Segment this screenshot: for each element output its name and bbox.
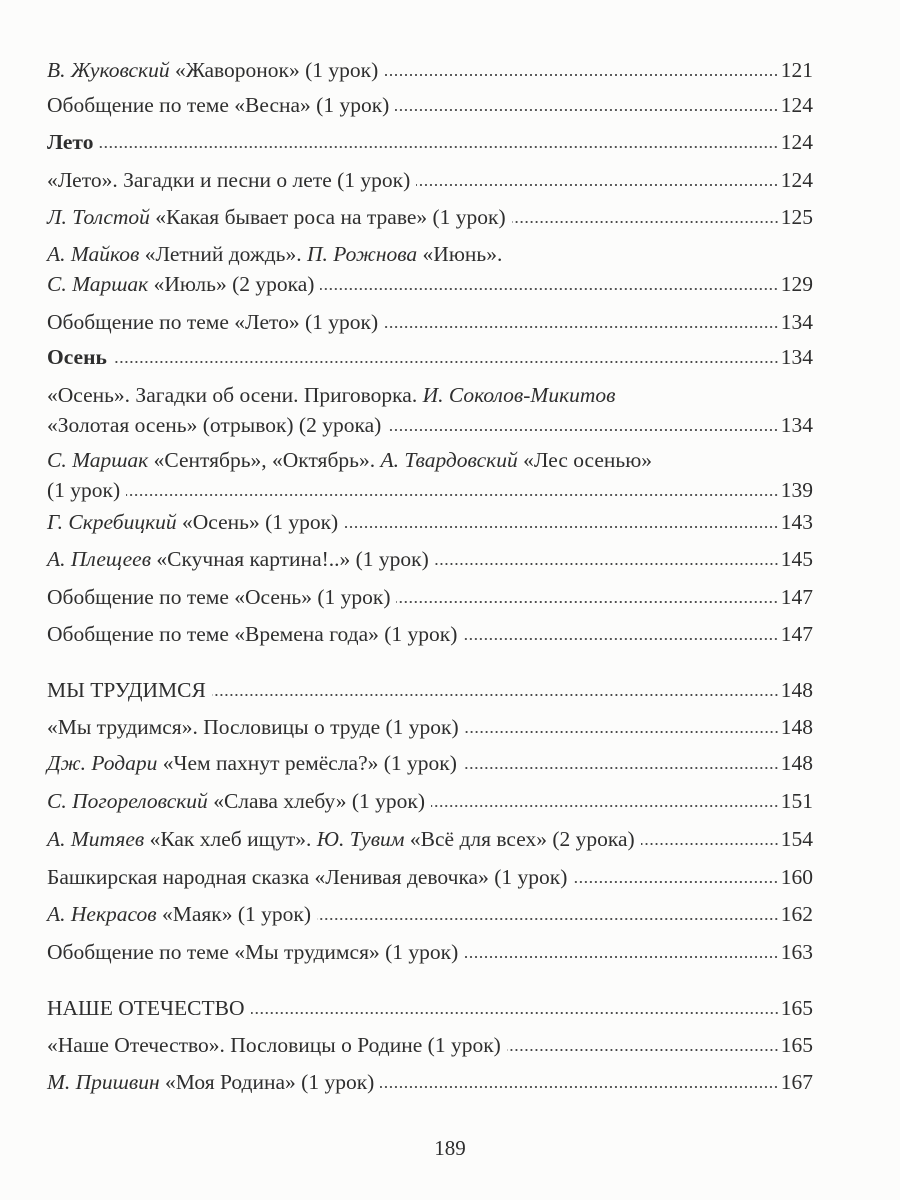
dot-leader <box>465 730 779 734</box>
entry-title: «Осень» (1 урок) <box>176 510 339 534</box>
toc-entry-line <box>47 165 813 195</box>
dot-leader <box>463 766 779 770</box>
toc-entry-line <box>47 269 813 299</box>
toc-entry-line <box>47 899 813 929</box>
toc-entry-line <box>47 202 813 232</box>
author-name: М. Пришвин <box>47 1070 160 1094</box>
entry-page-number: 129 <box>780 272 813 296</box>
toc-entry-line <box>47 675 813 705</box>
dot-leader <box>396 600 778 604</box>
entry-page-number: 124 <box>780 93 813 117</box>
entry-title: «Наше Отечество». Пословицы о Родине (1 урок) <box>47 1033 501 1057</box>
dot-leader <box>463 637 778 641</box>
entry-title: Обобщение по теме «Времена года» (1 урок) <box>47 622 458 646</box>
entry-page-number: 160 <box>780 865 813 889</box>
toc-entry <box>47 127 813 157</box>
toc-entry-line <box>47 824 813 854</box>
toc-entry <box>47 202 813 232</box>
toc-entry <box>47 748 813 778</box>
author-name: А. Майков <box>47 242 140 266</box>
dot-leader <box>395 108 778 112</box>
toc-entry-line <box>47 582 813 612</box>
entry-title: «Летний дождь». <box>139 242 307 266</box>
toc-entry <box>47 1067 813 1097</box>
entry-title: Обобщение по теме «Весна» (1 урок) <box>47 93 390 117</box>
toc-entry <box>47 380 813 440</box>
author-name: А. Плещеев <box>47 547 152 571</box>
entry-page-number: 163 <box>780 940 813 964</box>
author-name: В. Жуковский <box>47 58 170 82</box>
entry-page-number: 145 <box>780 547 813 571</box>
entry-title: «Слава хлебу» (1 урок) <box>207 789 426 813</box>
dot-leader <box>384 325 779 329</box>
entry-page-number: 147 <box>780 585 813 609</box>
toc-entry <box>47 507 813 537</box>
entry-title: «Золотая осень» (отрывок) (2 урока) <box>47 413 382 437</box>
dot-leader <box>251 1011 779 1015</box>
author-name: Г. Скребицкий <box>47 510 177 534</box>
dot-leader <box>512 220 779 224</box>
entry-title: Башкирская народная сказка «Ленивая девочка» (1 урок) <box>47 865 568 889</box>
entry-title: НАШЕ ОТЕЧЕСТВО <box>47 996 245 1020</box>
entry-page-number: 124 <box>780 168 813 192</box>
toc-entry-line <box>47 1030 813 1060</box>
author-name: А. Митяев <box>47 827 145 851</box>
author-name: Дж. Родари <box>47 751 158 775</box>
entry-title: «Лето». Загадки и песни о лете (1 урок) <box>47 168 411 192</box>
dot-leader <box>113 360 779 364</box>
toc-entry-line <box>47 619 813 649</box>
dot-leader <box>435 562 779 566</box>
dot-leader <box>387 428 778 432</box>
dot-leader <box>573 880 778 884</box>
dot-leader <box>464 955 779 959</box>
page-number: 189 <box>434 1136 466 1160</box>
entry-page-number: 134 <box>780 310 813 334</box>
entry-page-number: 134 <box>780 345 813 369</box>
entry-title: «Всё для всех» (2 урока) <box>404 827 635 851</box>
toc-entry <box>47 993 813 1023</box>
dot-leader <box>99 145 778 149</box>
entry-title: «Жаворонок» (1 урок) <box>169 58 379 82</box>
toc-entry <box>47 1030 813 1060</box>
toc-entry-line <box>47 507 813 537</box>
dot-leader <box>320 287 778 291</box>
toc-entry <box>47 786 813 816</box>
toc-entry <box>47 544 813 574</box>
toc-entry-line <box>47 307 813 337</box>
toc-entry <box>47 342 813 372</box>
author-name: Ю. Тувим <box>316 827 405 851</box>
entry-title: «Моя Родина» (1 урок) <box>159 1070 375 1094</box>
toc-entry <box>47 675 813 705</box>
entry-title: Обобщение по теме «Осень» (1 урок) <box>47 585 391 609</box>
entry-page-number: 124 <box>780 130 813 154</box>
dot-leader <box>344 525 779 529</box>
entry-title: «Июнь». <box>417 242 503 266</box>
toc-entry-line <box>47 862 813 892</box>
author-name: С. Маршак <box>47 448 149 472</box>
toc-entry-line <box>47 544 813 574</box>
dot-leader <box>431 804 779 808</box>
toc-entry-line <box>47 937 813 967</box>
entry-title: (1 урок) <box>47 478 121 502</box>
dot-leader <box>126 493 779 497</box>
section-heading: Лето <box>47 130 94 154</box>
entry-title: «Маяк» (1 урок) <box>156 902 311 926</box>
toc-entry-line <box>47 127 813 157</box>
toc-entry-line <box>47 342 813 372</box>
entry-title: «Какая бывает роса на траве» (1 урок) <box>149 205 506 229</box>
author-name: А. Твардовский <box>380 448 518 472</box>
toc-entry <box>47 445 813 505</box>
entry-page-number: 162 <box>780 902 813 926</box>
author-name: С. Маршак <box>47 272 149 296</box>
toc-entry-line <box>47 475 813 505</box>
toc-entry-line <box>47 55 813 85</box>
entry-title: «Скучная картина!..» (1 урок) <box>151 547 429 571</box>
toc-entry-line <box>47 239 813 269</box>
entry-page-number: 125 <box>780 205 813 229</box>
entry-page-number: 148 <box>780 751 813 775</box>
entry-title: «Мы трудимся». Пословицы о труде (1 урок) <box>47 715 459 739</box>
toc-entry <box>47 239 813 299</box>
toc-entry <box>47 307 813 337</box>
dot-leader <box>380 1085 778 1089</box>
toc-entry <box>47 824 813 854</box>
entry-page-number: 134 <box>780 413 813 437</box>
toc-entry <box>47 165 813 195</box>
entry-page-number: 154 <box>780 827 813 851</box>
author-name: С. Погореловский <box>47 789 208 813</box>
dot-leader <box>384 73 779 77</box>
entry-page-number: 148 <box>780 715 813 739</box>
section-heading: Осень <box>47 345 107 369</box>
toc-entry <box>47 90 813 120</box>
toc-entry <box>47 899 813 929</box>
author-name: П. Рожнова <box>306 242 418 266</box>
entry-title: «Осень». Загадки об осени. Приговорка. <box>47 383 423 407</box>
entry-page-number: 167 <box>780 1070 813 1094</box>
toc-entry-line <box>47 712 813 742</box>
author-name: А. Некрасов <box>47 902 157 926</box>
toc-entry-line <box>47 90 813 120</box>
toc-entry <box>47 862 813 892</box>
dot-leader <box>507 1048 779 1052</box>
entry-page-number: 121 <box>780 58 813 82</box>
dot-leader <box>212 693 779 697</box>
toc-entry-line <box>47 748 813 778</box>
entry-title: «Лес осенью» <box>517 448 653 472</box>
entry-title: «Сентябрь», «Октябрь». <box>148 448 381 472</box>
entry-title: Обобщение по теме «Мы трудимся» (1 урок) <box>47 940 459 964</box>
dot-leader <box>641 842 779 846</box>
entry-title: «Как хлеб ищут». <box>144 827 317 851</box>
dot-leader <box>416 183 778 187</box>
toc-entry <box>47 712 813 742</box>
toc-entry <box>47 55 813 85</box>
entry-page-number: 147 <box>780 622 813 646</box>
toc-entry-line <box>47 445 813 475</box>
toc-entry-line <box>47 993 813 1023</box>
entry-title: «Чем пахнут ремёсла?» (1 урок) <box>157 751 457 775</box>
entry-title: «Июль» (2 урока) <box>148 272 315 296</box>
toc-entry <box>47 582 813 612</box>
toc-entry-line <box>47 786 813 816</box>
entry-page-number: 165 <box>780 1033 813 1057</box>
dot-leader <box>317 917 779 921</box>
author-name: Л. Толстой <box>47 205 150 229</box>
entry-page-number: 151 <box>780 789 813 813</box>
entry-title: МЫ ТРУДИМСЯ <box>47 678 206 702</box>
entry-page-number: 139 <box>780 478 813 502</box>
toc-entry <box>47 619 813 649</box>
entry-title: Обобщение по теме «Лето» (1 урок) <box>47 310 379 334</box>
toc-entry-line <box>47 410 813 440</box>
toc-entry-line <box>47 1067 813 1097</box>
toc-entry-line <box>47 380 813 410</box>
author-name: И. Соколов-Микитов <box>422 383 616 407</box>
entry-page-number: 148 <box>780 678 813 702</box>
entry-page-number: 165 <box>780 996 813 1020</box>
toc-entry <box>47 937 813 967</box>
entry-page-number: 143 <box>780 510 813 534</box>
